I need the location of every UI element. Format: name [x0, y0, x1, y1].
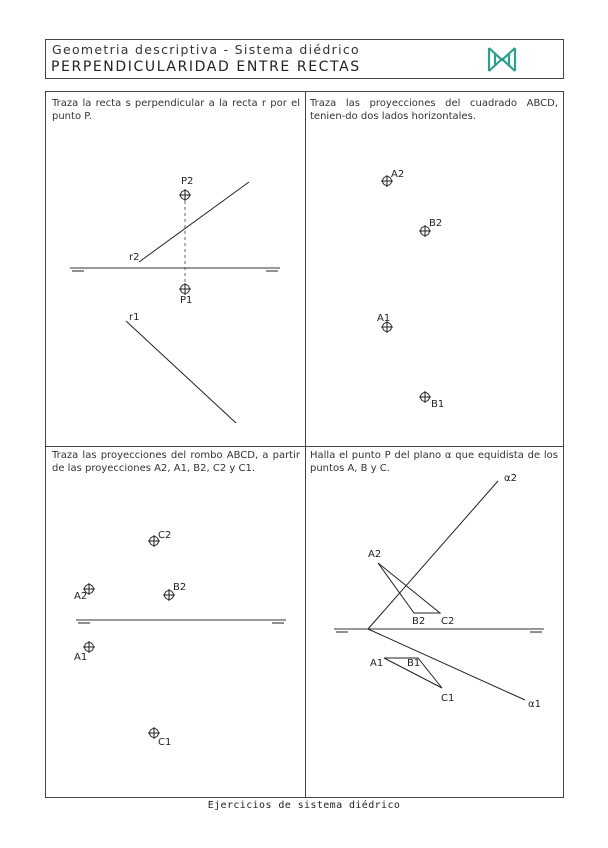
trace-alpha1 [368, 629, 525, 700]
line-r2 [139, 182, 249, 262]
label-p2: P2 [181, 176, 194, 187]
line-r1 [126, 321, 236, 423]
exercise-3-drawing [74, 530, 286, 748]
label-a1: A1 [377, 313, 391, 324]
label-c2: C2 [441, 616, 455, 627]
footer: Ejercicios de sistema diédrico [207, 800, 401, 811]
header-title: PERPENDICULARIDAD ENTRE RECTAS [51, 59, 361, 75]
label-a1: A1 [370, 658, 384, 669]
label-a2: A2 [368, 549, 382, 560]
label-r1: r1 [129, 312, 140, 323]
point-b1-marker [419, 391, 431, 403]
label-c1: C1 [441, 693, 455, 704]
label-b2: B2 [412, 616, 426, 627]
label-c1: C1 [158, 737, 172, 748]
label-b2: B2 [429, 218, 443, 229]
task-1-text: Traza la recta s perpendicular a la recta r por el punto P. [52, 98, 300, 122]
task-2-text: Traza las proyecciones del cuadrado ABCD, tenien-do dos lados horizontales. [310, 98, 558, 122]
label-c2: C2 [158, 530, 172, 541]
label-r2: r2 [129, 252, 140, 263]
label-b1: B1 [407, 658, 421, 669]
triangle-abc-vertical-projection [378, 563, 440, 613]
task-4-text: Halla el punto P del plano α que equidista de los puntos A, B y C. [310, 450, 558, 474]
label-b2: B2 [173, 582, 187, 593]
label-alpha2: α2 [504, 473, 517, 484]
label-a2: A2 [74, 591, 88, 602]
label-a2: A2 [391, 169, 405, 180]
label-alpha1: α1 [528, 699, 541, 710]
exercise-4-drawing [334, 473, 544, 710]
header-subtitle: Geometria descriptiva - Sistema diédrico [52, 42, 360, 57]
label-p1: P1 [180, 295, 193, 306]
exercise-1-drawing [70, 176, 280, 423]
point-p2-marker [179, 189, 191, 201]
exercise-2-drawing [377, 169, 444, 410]
point-p1-marker [179, 283, 191, 295]
label-a1: A1 [74, 652, 88, 663]
label-b1: B1 [431, 399, 445, 410]
task-3-text: Traza las proyecciones del rombo ABCD, a partir de las proyecciones A2, A1, B2, C2 y C1. [52, 450, 300, 474]
